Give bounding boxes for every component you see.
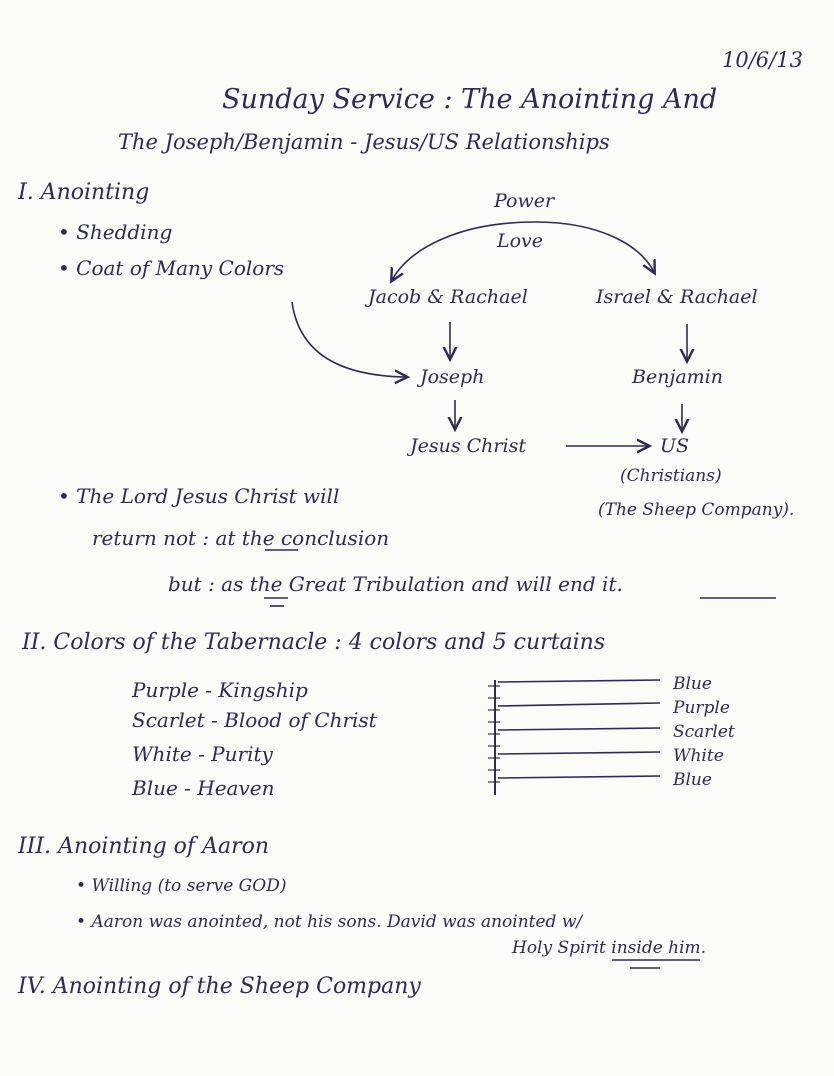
date: 10/6/13 xyxy=(722,48,803,72)
return-note-line-2: return not : at the conclusion xyxy=(92,526,390,550)
curtain-line-1 xyxy=(498,680,660,682)
curtain-label-4: White xyxy=(673,746,724,766)
arrow-coat-joseph xyxy=(292,302,406,377)
arc-arrow-right xyxy=(535,222,654,272)
bullet-willing: • Willing (to serve GOD) xyxy=(76,876,287,896)
curtain-label-2: Purple xyxy=(673,698,730,718)
diagram-power: Power xyxy=(494,190,555,212)
curtain-label-5: Blue xyxy=(673,770,712,790)
section-3-heading: III. Anointing of Aaron xyxy=(18,834,270,859)
curtain-line-4 xyxy=(498,752,660,754)
return-note-line-1: • The Lord Jesus Christ will xyxy=(58,484,340,508)
curtain-label-3: Scarlet xyxy=(673,722,735,742)
bullet-shedding: • Shedding xyxy=(58,220,173,244)
diagram-christians: (Christians) xyxy=(620,466,722,486)
diagram-sheep-company: (The Sheep Company). xyxy=(598,500,795,520)
diagram-jesus-christ: Jesus Christ xyxy=(410,435,526,457)
curtain-line-3 xyxy=(498,728,660,730)
section-2-heading: II. Colors of the Tabernacle : 4 colors and 5 curtains xyxy=(22,630,606,655)
color-blue: Blue - Heaven xyxy=(132,776,275,800)
color-white: White - Purity xyxy=(132,742,273,766)
diagram-joseph: Joseph xyxy=(420,366,485,388)
curtain-line-2 xyxy=(498,703,660,706)
return-note-line-3: but : as the Great Tribulation and will end it. xyxy=(168,572,623,596)
section-1-heading: I. Anointing xyxy=(18,180,150,205)
bullet-aaron: • Aaron was anointed, not his sons. David was anointed w/ xyxy=(76,912,583,932)
color-scarlet: Scarlet - Blood of Christ xyxy=(132,708,377,732)
curtain-label-1: Blue xyxy=(673,674,712,694)
bullet-coat: • Coat of Many Colors xyxy=(58,256,285,280)
diagram-us: US xyxy=(660,435,690,457)
section-4-heading: IV. Anointing of the Sheep Company xyxy=(18,974,421,999)
title-line-1: Sunday Service : The Anointing And xyxy=(222,84,718,115)
color-purple: Purple - Kingship xyxy=(132,678,308,702)
diagram-jacob-rachael: Jacob & Rachael xyxy=(368,286,528,308)
diagram-israel-rachael: Israel & Rachael xyxy=(596,286,758,308)
diagram-love: Love xyxy=(497,230,544,252)
diagram-benjamin: Benjamin xyxy=(632,366,723,388)
title-line-2: The Joseph/Benjamin - Jesus/US Relationships xyxy=(118,130,610,154)
aaron-continuation: Holy Spirit inside him. xyxy=(512,938,707,958)
curtain-line-5 xyxy=(498,776,660,778)
